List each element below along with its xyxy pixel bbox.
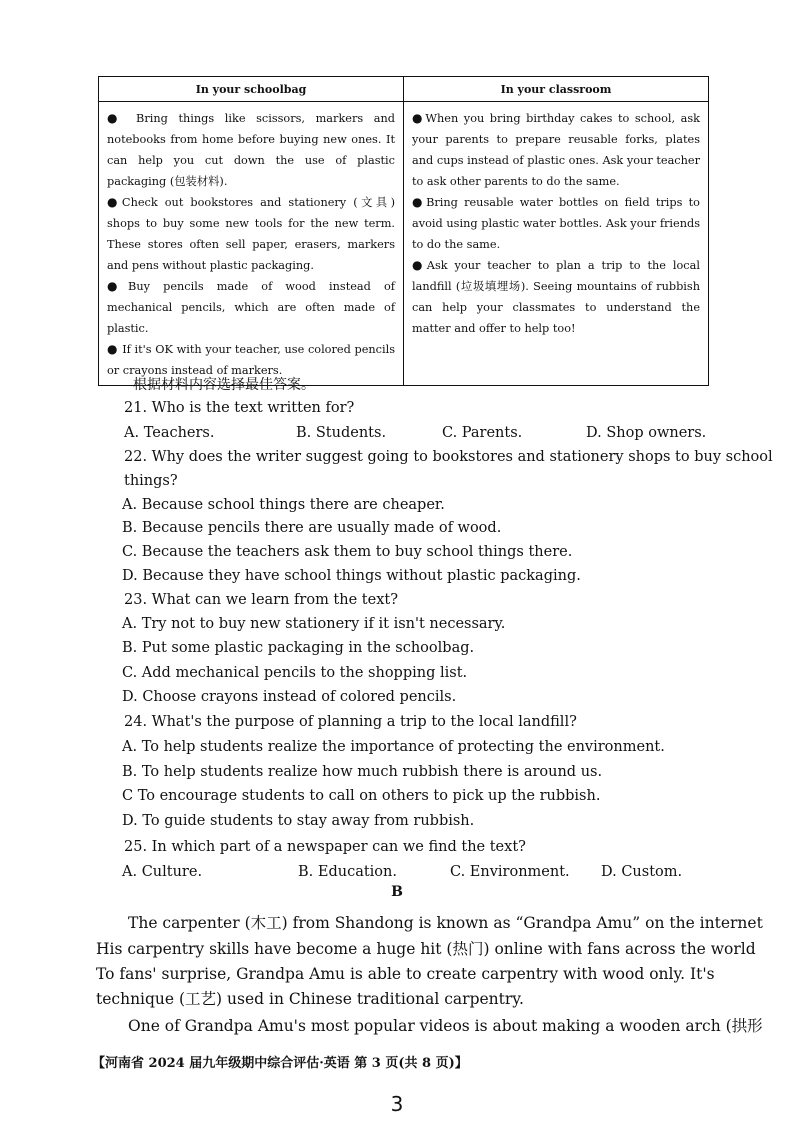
- q23-option-a: A. Try not to buy new stationery if it isn't necessary.: [122, 616, 506, 632]
- classroom-tip: ●Bring reusable water bottles on field trips to avoid using plastic water bottles. Ask your friends to do the same.: [412, 195, 700, 251]
- page-number: 3: [390, 1092, 404, 1116]
- instruction: 根据材料内容选择最佳答案。: [133, 377, 315, 393]
- bullet-icon: ●: [107, 342, 118, 356]
- q21-option-d: D. Shop owners.: [586, 425, 707, 441]
- passage-line: To fans' surprise, Grandpa Amu is able to create carpentry with wood only. It's: [96, 965, 715, 983]
- passage-line: The carpenter (木工) from Shandong is known as “Grandpa Amu” on the internet: [128, 914, 763, 932]
- schoolbag-tip: ●Check out bookstores and stationery (文具) shops to buy some new tools for the new term. These stores often sell paper, erasers, markers and pens without plastic packaging.: [107, 195, 395, 272]
- question-21: 21. Who is the text written for?: [124, 400, 355, 416]
- q25-option-d: D. Custom.: [601, 864, 683, 880]
- q25-option-c: C. Environment.: [450, 864, 570, 880]
- q24-option-d: D. To guide students to stay away from rubbish.: [122, 813, 475, 829]
- passage-line: One of Grandpa Amu's most popular videos is about making a wooden arch (拱形: [128, 1017, 763, 1035]
- passage-line: technique (工艺) used in Chinese traditional carpentry.: [96, 990, 524, 1008]
- classroom-cell: [404, 102, 709, 386]
- q21-option-c: C. Parents.: [442, 425, 523, 441]
- q24-option-a: A. To help students realize the importance of protecting the environment.: [122, 739, 665, 755]
- q25-option-a: A. Culture.: [122, 864, 203, 880]
- question-24: 24. What's the purpose of planning a trip to the local landfill?: [124, 714, 577, 730]
- question-25: 25. In which part of a newspaper can we find the text?: [124, 839, 526, 855]
- schoolbag-tip: ●Buy pencils made of wood instead of mechanical pencils, which are often made of plastic.: [107, 279, 395, 335]
- q23-option-c: C. Add mechanical pencils to the shopping list.: [122, 665, 468, 681]
- q22-option-b: B. Because pencils there are usually made of wood.: [122, 520, 502, 536]
- page-footer: 【河南省 2024 届九年级期中综合评估·英语 第 3 页(共 8 页)】: [92, 1056, 468, 1071]
- q24-option-b: B. To help students realize how much rubbish there is around us.: [122, 764, 603, 780]
- bullet-icon: ●: [107, 279, 128, 293]
- q23-option-d: D. Choose crayons instead of colored pencils.: [122, 689, 457, 705]
- question-22: 22. Why does the writer suggest going to bookstores and stationery shops to buy school: [124, 449, 773, 465]
- schoolbag-tip: ● Bring things like scissors, markers and notebooks from home before buying new ones. It can help you cut down the use of plastic packaging (包装材料).: [107, 111, 395, 188]
- question-22-cont: things?: [124, 473, 178, 489]
- bullet-icon: ●: [412, 111, 425, 125]
- q21-option-a: A. Teachers.: [124, 425, 215, 441]
- q25-option-b: B. Education.: [298, 864, 397, 880]
- header-schoolbag: In your schoolbag: [99, 77, 404, 102]
- classroom-tip: ●When you bring birthday cakes to school, ask your parents to prepare reusable forks, plates and cups instead of plastic ones. Ask your teacher to ask other parents to do the same.: [412, 111, 700, 188]
- bullet-icon: ●: [107, 195, 121, 209]
- section-heading: B: [391, 884, 403, 900]
- bullet-icon: ●: [412, 258, 426, 272]
- q24-option-c: C To encourage students to call on others to pick up the rubbish.: [122, 788, 601, 804]
- schoolbag-cell: [99, 102, 404, 386]
- bullet-icon: ●: [107, 111, 125, 125]
- q22-option-c: C. Because the teachers ask them to buy school things there.: [122, 544, 573, 560]
- bullet-icon: ●: [412, 195, 426, 209]
- passage-line: His carpentry skills have become a huge hit (热门) online with fans across the world: [96, 940, 756, 958]
- header-classroom: In your classroom: [404, 77, 709, 102]
- classroom-tip: ●Ask your teacher to plan a trip to the local landfill (垃圾填埋场). Seeing mountains of rubbish can help your classmates to understand the matter and offer to help too!: [412, 258, 700, 335]
- q21-option-b: B. Students.: [296, 425, 387, 441]
- question-23: 23. What can we learn from the text?: [124, 592, 398, 608]
- q23-option-b: B. Put some plastic packaging in the schoolbag.: [122, 640, 475, 656]
- tips-table: [98, 76, 709, 386]
- schoolbag-tip: ● If it's OK with your teacher, use colored pencils or crayons instead of markers.: [107, 342, 396, 377]
- q22-option-d: D. Because they have school things without plastic packaging.: [122, 568, 581, 584]
- q22-option-a: A. Because school things there are cheaper.: [122, 497, 445, 513]
